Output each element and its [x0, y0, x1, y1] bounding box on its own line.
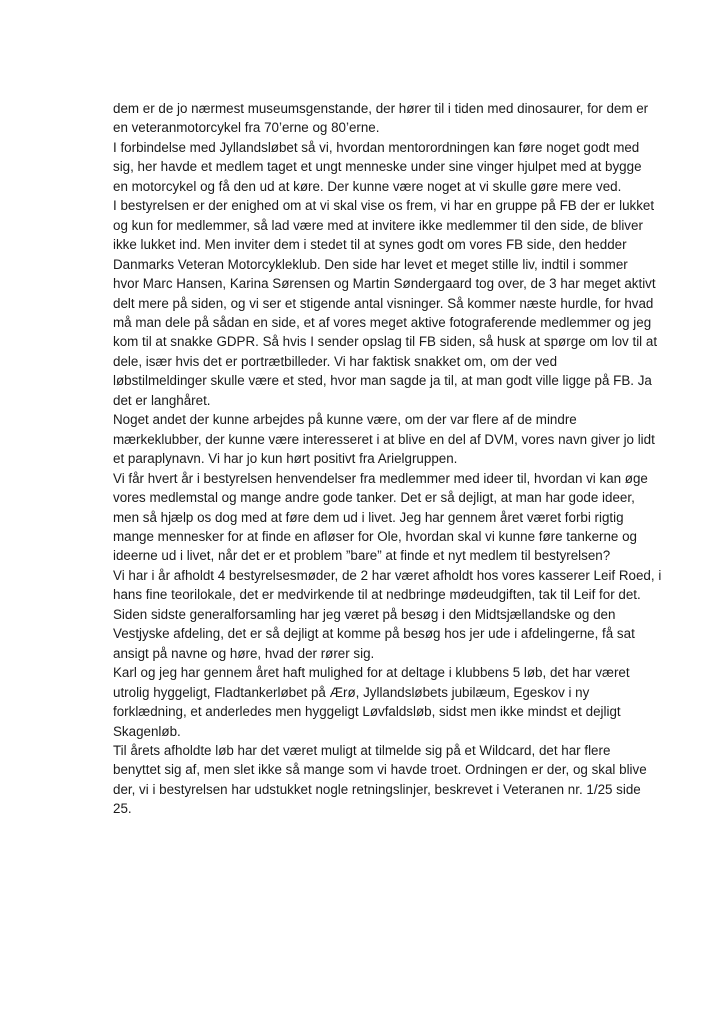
text-line: Vi har i år afholdt 4 bestyrelsesmøder, de 2 har været afholdt hos vores kasserer Leif Roed, i [113, 567, 662, 583]
paragraph [113, 469, 648, 566]
text-line: må man dele på sådan en side, et af vores meget aktive fotograferende medlemmer og jeg [113, 314, 652, 330]
text-line: et paraplynavn. Vi har jo kun hørt positivt fra Arielgruppen. [113, 451, 458, 467]
text-line: og kun for medlemmer, så lad være med at invitere ikke medlemmer til den side, de bliver [113, 217, 643, 233]
text-line: ideerne ud i livet, når det er et problem ”bare” at finde et nyt medlem til bestyrelsen? [113, 548, 611, 564]
text-line: I forbindelse med Jyllandsløbet så vi, hvordan mentorordningen kan føre noget godt med [113, 139, 640, 155]
text-line: Vestjyske afdeling, det er så dejligt at komme på besøg hos jer ude i afdelingerne, få sat [113, 626, 635, 642]
text-line: der, vi i bestyrelsen har udstukket nogle retningslinjer, beskrevet i Veteranen nr. 1/25 side [113, 781, 641, 797]
text-line: hans fine teorilokale, det er medvirkende til at nedbringe mødeudgiften, tak til Leif for det. [113, 587, 641, 603]
paragraph [113, 741, 647, 819]
text-line: dele, især hvis det er portrætbilleder. Vi har faktisk snakket om, om der ved [113, 353, 558, 369]
paragraph [113, 99, 649, 138]
text-line: det er langhåret. [113, 392, 211, 408]
text-line: dem er de jo nærmest museumsgenstande, der hører til i tiden med dinosaurer, for dem er [113, 101, 649, 116]
text-line: mange mennesker for at finde en afløser for Ole, hvordan skal vi kunne føre tankerne og [113, 528, 637, 544]
text-line: utrolig hyggeligt, Fladtankerløbet på Ærø, Jyllandsløbets jubilæum, Egeskov i ny [113, 684, 590, 700]
text-line: Til årets afholdte løb har det været muligt at tilmelde sig på et Wildcard, det har flere [113, 742, 611, 758]
text-line: benyttet sig af, men slet ikke så mange som vi havde troet. Ordningen er der, og skal blive [113, 762, 647, 778]
paragraph [113, 663, 633, 741]
paragraph [113, 605, 633, 663]
paragraph [113, 566, 662, 605]
text-line: forklædning, et anderledes men hyggeligt Løvfaldsløb, sidst men ikke mindst et dejligt [113, 704, 621, 720]
text-line: Karl og jeg har gennem året haft mulighed for at deltage i klubbens 5 løb, det har været [113, 665, 630, 681]
paragraph [113, 410, 655, 468]
text-line: 25. [113, 801, 132, 817]
text-line: løbstilmeldinger skulle være et sted, hvor man sagde ja til, at man godt ville ligge på FB. Ja [113, 373, 652, 389]
text-line: Siden sidste generalforsamling har jeg været på besøg i den Midtsjællandske og den [113, 606, 616, 622]
text-line: Skagenløb. [113, 723, 181, 739]
text-line: ansigt på navne og høre, hvad der rører sig. [113, 645, 375, 661]
text-line: delt mere på siden, og vi ser et stigende antal visninger. Så kommer næste hurdle, for hvad [113, 295, 654, 311]
text-line: I bestyrelsen er der enighed om at vi skal vise os frem, vi har en gruppe på FB der er lukket [113, 198, 655, 214]
text-line: en veteranmotorcykel fra 70’erne og 80’erne. [113, 120, 380, 136]
paragraph [113, 196, 658, 410]
text-line: Noget andet der kunne arbejdes på kunne være, om der var flere af de mindre [113, 412, 577, 428]
document-body [113, 99, 662, 819]
text-line: kom til at snakke GDPR. Så hvis I sender opslag til FB siden, så husk at spørge om lov til at [113, 334, 658, 350]
text-line: sig, her havde et medlem taget et ungt menneske under sine vinger hjulpet med at bygge [113, 159, 642, 175]
text-line: Danmarks Veteran Motorcykleklub. Den side har levet et meget stille liv, indtil i sommer [113, 256, 628, 272]
text-line: hvor Marc Hansen, Karina Sørensen og Martin Søndergaard tog over, de 3 har meget aktivt [113, 276, 656, 292]
paragraph [113, 138, 642, 196]
text-line: men så hjælp os dog med at føre dem ud i livet. Jeg har gennem året været forbi rigtig [113, 509, 624, 525]
text-line: ikke lukket ind. Men inviter dem i stedet til at synes godt om vores FB side, den hedder [113, 237, 627, 253]
text-line: mærkeklubber, der kunne være interesseret i at blive en del af DVM, vores navn giver jo lidt [113, 431, 655, 447]
text-line: en motorcykel og få den ud at køre. Der kunne være noget at vi skulle gøre mere ved. [113, 178, 622, 194]
text-line: Vi får hvert år i bestyrelsen henvendelser fra medlemmer med ideer til, hvordan vi kan øge [113, 470, 648, 486]
text-line: vores medlemstal og mange andre gode tanker. Det er så dejligt, at man har gode ideer, [113, 490, 635, 506]
